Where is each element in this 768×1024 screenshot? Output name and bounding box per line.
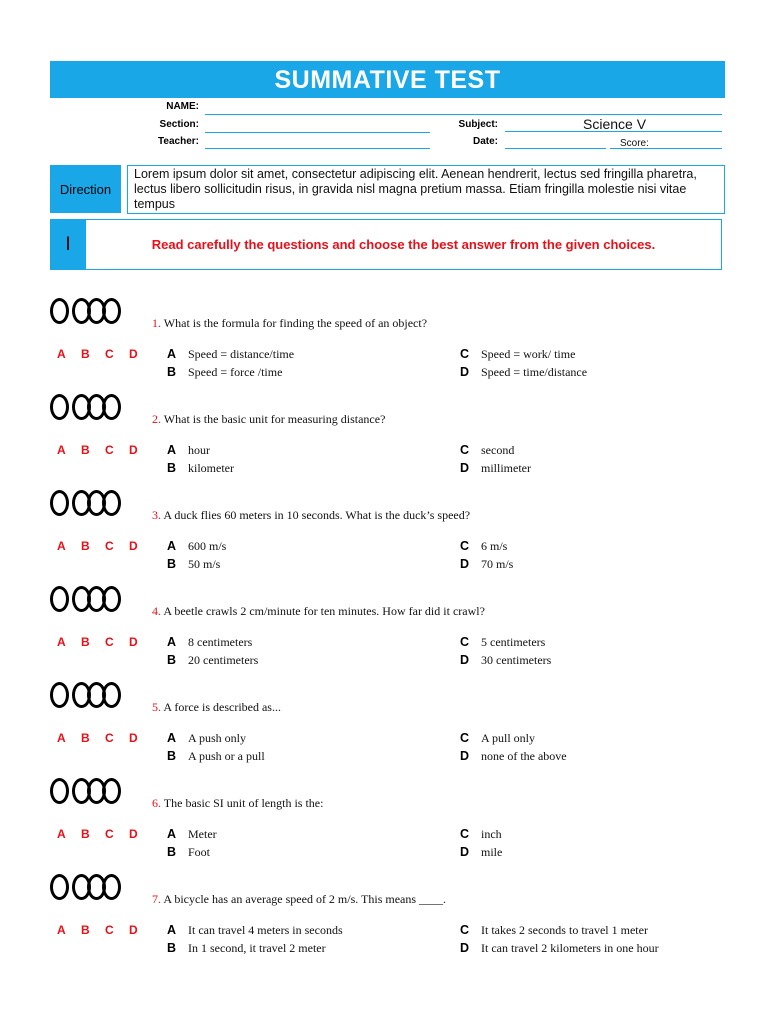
option-b-text[interactable]: Foot	[188, 845, 211, 859]
answer-bubbles	[50, 490, 117, 520]
answer-letter-d[interactable]: D	[129, 635, 138, 649]
answer-bubble-a[interactable]	[50, 586, 69, 612]
option-letter-a: A	[167, 635, 177, 649]
question-label: A bicycle has an average speed of 2 m/s. This means ____.	[163, 892, 447, 906]
option-letter-d: D	[460, 941, 470, 955]
answer-bubble-d[interactable]	[102, 298, 121, 324]
section-label: Section:	[159, 119, 199, 130]
answer-letter-c[interactable]: C	[105, 923, 114, 937]
name-label: NAME:	[166, 101, 199, 112]
option-letter-b: B	[167, 941, 177, 955]
answer-bubbles	[50, 874, 117, 904]
option-letter-d: D	[460, 749, 470, 763]
option-d-text[interactable]: millimeter	[481, 461, 531, 475]
question-number: 5.	[152, 700, 164, 714]
answer-letters	[57, 443, 153, 457]
answer-letter-c[interactable]: C	[105, 347, 114, 361]
option-d-text[interactable]: 70 m/s	[481, 557, 514, 571]
question-label: A beetle crawls 2 cm/minute for ten minutes. How far did it crawl?	[163, 604, 485, 618]
answer-bubble-a[interactable]	[50, 682, 69, 708]
answer-letter-a[interactable]: A	[57, 347, 66, 361]
subject-label: Subject:	[458, 119, 498, 130]
section-instruction: Read carefully the questions and choose the best answer from the given choices.	[86, 219, 722, 270]
answer-letter-d[interactable]: D	[129, 347, 138, 361]
answer-letter-b[interactable]: B	[81, 731, 90, 745]
answer-bubble-a[interactable]	[50, 490, 69, 516]
answer-bubble-a[interactable]	[50, 874, 69, 900]
section-field[interactable]	[205, 132, 430, 133]
question-text	[152, 700, 281, 715]
direction-label: Direction	[50, 165, 121, 213]
option-c-text[interactable]: 6 m/s	[481, 539, 508, 553]
question-label: The basic SI unit of length is the:	[163, 796, 324, 810]
answer-letters	[57, 635, 153, 649]
option-c-text[interactable]: Speed = work/ time	[481, 347, 576, 361]
answer-bubbles	[50, 586, 117, 616]
option-a-text[interactable]: A push only	[188, 731, 247, 745]
answer-bubble-d[interactable]	[102, 586, 121, 612]
answer-letter-a[interactable]: A	[57, 923, 66, 937]
teacher-field[interactable]	[205, 148, 430, 149]
question-text	[152, 316, 427, 331]
option-letter-b: B	[167, 749, 177, 763]
option-letter-a: A	[167, 731, 177, 745]
answer-bubbles	[50, 778, 117, 808]
option-a-text[interactable]: It can travel 4 meters in seconds	[188, 923, 343, 937]
answer-letter-d[interactable]: D	[129, 539, 138, 553]
subject-value[interactable]: Science V	[583, 116, 647, 132]
option-b-text[interactable]: 20 centimeters	[188, 653, 259, 667]
question-text	[152, 796, 323, 811]
option-c-text[interactable]: It takes 2 seconds to travel 1 meter	[481, 923, 648, 937]
question-text	[152, 412, 385, 427]
option-letter-d: D	[460, 845, 470, 859]
option-letter-c: C	[460, 635, 470, 649]
option-b-text[interactable]: In 1 second, it travel 2 meter	[188, 941, 326, 955]
option-letter-a: A	[167, 443, 177, 457]
question-number: 6.	[152, 796, 164, 810]
option-letter-c: C	[460, 347, 470, 361]
option-c-text[interactable]: 5 centimeters	[481, 635, 546, 649]
answer-letter-c[interactable]: C	[105, 635, 114, 649]
answer-letter-d[interactable]: D	[129, 443, 138, 457]
answer-bubble-a[interactable]	[50, 778, 69, 804]
option-c-text[interactable]: A pull only	[481, 731, 536, 745]
date-label: Date:	[472, 136, 498, 147]
option-b-text[interactable]: A push or a pull	[188, 749, 265, 763]
answer-letter-c[interactable]: C	[105, 827, 114, 841]
option-letter-a: A	[167, 539, 177, 553]
direction-text: Lorem ipsum dolor sit amet, consectetur adipiscing elit. Aenean hendrerit, lectus sed fringilla pharetra, lectus libero sollicitudin risus, in gravida nisl magna pretium massa. Etiam fringilla molestie nisi vitae tempus	[127, 165, 725, 214]
answer-bubble-d[interactable]	[102, 682, 121, 708]
answer-letter-a[interactable]: A	[57, 539, 66, 553]
question-number: 7.	[152, 892, 164, 906]
answer-letter-c[interactable]: C	[105, 443, 114, 457]
option-letter-b: B	[167, 845, 177, 859]
answer-letter-b[interactable]: B	[81, 923, 90, 937]
option-letter-a: A	[167, 827, 177, 841]
subject-line-top	[505, 114, 722, 115]
option-d-text[interactable]: mile	[481, 845, 503, 859]
question-text	[152, 508, 470, 523]
answer-letters	[57, 539, 153, 553]
answer-letters	[57, 827, 153, 841]
question-text	[152, 604, 485, 619]
option-letter-b: B	[167, 461, 177, 475]
teacher-label: Teacher:	[158, 136, 199, 147]
answer-letter-b[interactable]: B	[81, 635, 90, 649]
answer-letter-b[interactable]: B	[81, 443, 90, 457]
score-label: Score:	[620, 138, 649, 149]
answer-letter-b[interactable]: B	[81, 827, 90, 841]
answer-bubbles	[50, 682, 117, 712]
question-number: 3.	[152, 508, 164, 522]
option-letter-c: C	[460, 443, 470, 457]
question-label: A force is described as...	[163, 700, 281, 714]
option-letter-c: C	[460, 731, 470, 745]
option-d-text[interactable]: 30 centimeters	[481, 653, 552, 667]
option-letter-b: B	[167, 557, 177, 571]
date-field[interactable]	[505, 148, 606, 149]
answer-bubble-d[interactable]	[102, 490, 121, 516]
answer-letter-d[interactable]: D	[129, 827, 138, 841]
answer-bubbles	[50, 394, 117, 424]
answer-letters	[57, 347, 153, 361]
answer-bubble-d[interactable]	[102, 874, 121, 900]
question-number: 2.	[152, 412, 164, 426]
option-letter-c: C	[460, 827, 470, 841]
option-a-text[interactable]: 600 m/s	[188, 539, 227, 553]
option-letter-b: B	[167, 365, 177, 379]
option-d-text[interactable]: Speed = time/distance	[481, 365, 588, 379]
answer-letter-d[interactable]: D	[129, 923, 138, 937]
score-field[interactable]	[610, 148, 722, 149]
option-a-text[interactable]: Meter	[188, 827, 217, 841]
answer-letter-d[interactable]: D	[129, 731, 138, 745]
question-text	[152, 892, 446, 907]
option-letter-c: C	[460, 539, 470, 553]
answer-letter-a[interactable]: A	[57, 827, 66, 841]
answer-letters	[57, 923, 153, 937]
answer-letter-b[interactable]: B	[81, 347, 90, 361]
question-number: 1.	[152, 316, 164, 330]
option-a-text[interactable]: Speed = distance/time	[188, 347, 295, 361]
option-b-text[interactable]: Speed = force /time	[188, 365, 283, 379]
test-title: SUMMATIVE TEST	[50, 61, 725, 98]
option-letter-a: A	[167, 923, 177, 937]
answer-bubble-a[interactable]	[50, 394, 69, 420]
option-a-text[interactable]: 8 centimeters	[188, 635, 253, 649]
section-number: I	[50, 219, 86, 270]
subject-field	[505, 131, 722, 132]
option-a-text[interactable]: hour	[188, 443, 210, 457]
option-c-text[interactable]: inch	[481, 827, 502, 841]
answer-letter-a[interactable]: A	[57, 731, 66, 745]
question-label: What is the basic unit for measuring distance?	[163, 412, 386, 426]
answer-bubbles	[50, 298, 117, 328]
option-letter-d: D	[460, 653, 470, 667]
option-d-text[interactable]: It can travel 2 kilometers in one hour	[481, 941, 659, 955]
question-label: What is the formula for finding the speed of an object?	[163, 316, 428, 330]
option-letter-d: D	[460, 557, 470, 571]
answer-bubble-a[interactable]	[50, 298, 69, 324]
question-label: A duck flies 60 meters in 10 seconds. What is the duck’s speed?	[163, 508, 471, 522]
answer-bubble-d[interactable]	[102, 394, 121, 420]
option-letter-b: B	[167, 653, 177, 667]
option-b-text[interactable]: kilometer	[188, 461, 234, 475]
answer-letter-b[interactable]: B	[81, 539, 90, 553]
option-b-text[interactable]: 50 m/s	[188, 557, 221, 571]
answer-letter-c[interactable]: C	[105, 731, 114, 745]
option-c-text[interactable]: second	[481, 443, 515, 457]
question-number: 4.	[152, 604, 164, 618]
option-d-text[interactable]: none of the above	[481, 749, 567, 763]
option-letter-d: D	[460, 461, 470, 475]
option-letter-a: A	[167, 347, 177, 361]
answer-letter-a[interactable]: A	[57, 635, 66, 649]
answer-letters	[57, 731, 153, 745]
answer-letter-c[interactable]: C	[105, 539, 114, 553]
option-letter-d: D	[460, 365, 470, 379]
answer-bubble-d[interactable]	[102, 778, 121, 804]
answer-letter-a[interactable]: A	[57, 443, 66, 457]
option-letter-c: C	[460, 923, 470, 937]
